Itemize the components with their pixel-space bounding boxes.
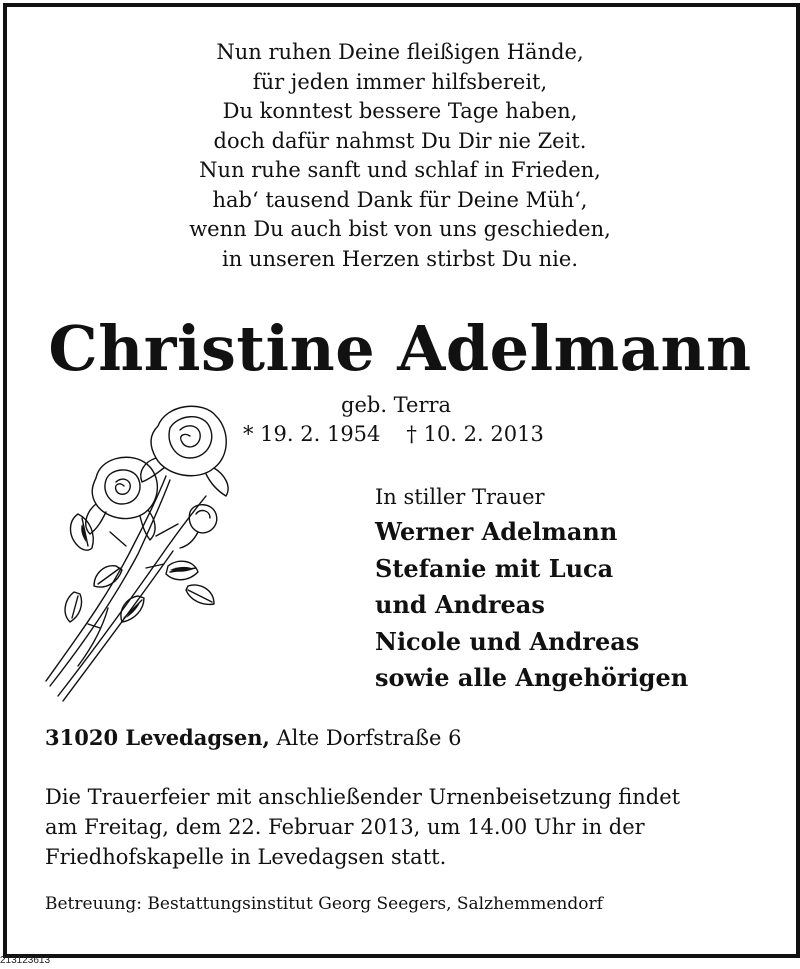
ceremony-line: Friedhofskapelle in Levedagsen statt. [45, 845, 447, 869]
address [45, 724, 461, 752]
mourner-name: Stefanie mit Luca [375, 553, 614, 583]
poem-line: wenn Du auch bist von uns geschieden, [189, 217, 611, 241]
rose-icon [38, 396, 253, 708]
poem-line: Du konntest bessere Tage haben, [222, 99, 578, 123]
mourner-name: Werner Adelmann [375, 517, 618, 546]
poem-line: in unseren Herzen stirbst Du nie. [222, 246, 578, 271]
life-dates [243, 421, 544, 447]
deceased-name: Christine Adelmann [48, 312, 752, 385]
mourner-name: und Andreas [375, 590, 545, 619]
poem-line: doch dafür nahmst Du Dir nie Zeit. [213, 128, 587, 153]
poem-line: für jeden immer hilfsbereit, [252, 69, 548, 94]
funeral-home-credit: Betreuung: Bestattungsinstitut Georg Seegers, Salzhemmendorf [45, 894, 603, 914]
death-date: † 10. 2. 2013 [406, 422, 544, 446]
ceremony-notice [45, 782, 680, 872]
ceremony-line: Die Trauerfeier mit anschließender Urnenbeisetzung findet [45, 785, 681, 809]
address-street: Alte Dorfstraße 6 [276, 726, 462, 750]
birth-name: geb. Terra [341, 393, 452, 417]
poem-line: Nun ruhe sanft und schlaf in Frieden, [199, 158, 601, 182]
poem-line: Nun ruhen Deine fleißigen Hände, [216, 40, 584, 64]
poem [0, 38, 800, 274]
mourner-list [375, 514, 688, 697]
birth-date: * 19. 2. 1954 [243, 422, 381, 446]
mourner-name: Nicole und Andreas [375, 626, 640, 656]
mourning-intro: In stiller Trauer [375, 485, 545, 509]
ceremony-line: am Freitag, dem 22. Februar 2013, um 14.00 Uhr in der [45, 815, 645, 839]
ad-code: 213123613 [0, 955, 51, 966]
mourner-name: sowie alle Angehörigen [375, 663, 689, 692]
address-place: 31020 Levedagsen, [45, 725, 270, 750]
poem-line: hab‘ tausend Dank für Deine Müh‘, [212, 187, 588, 212]
